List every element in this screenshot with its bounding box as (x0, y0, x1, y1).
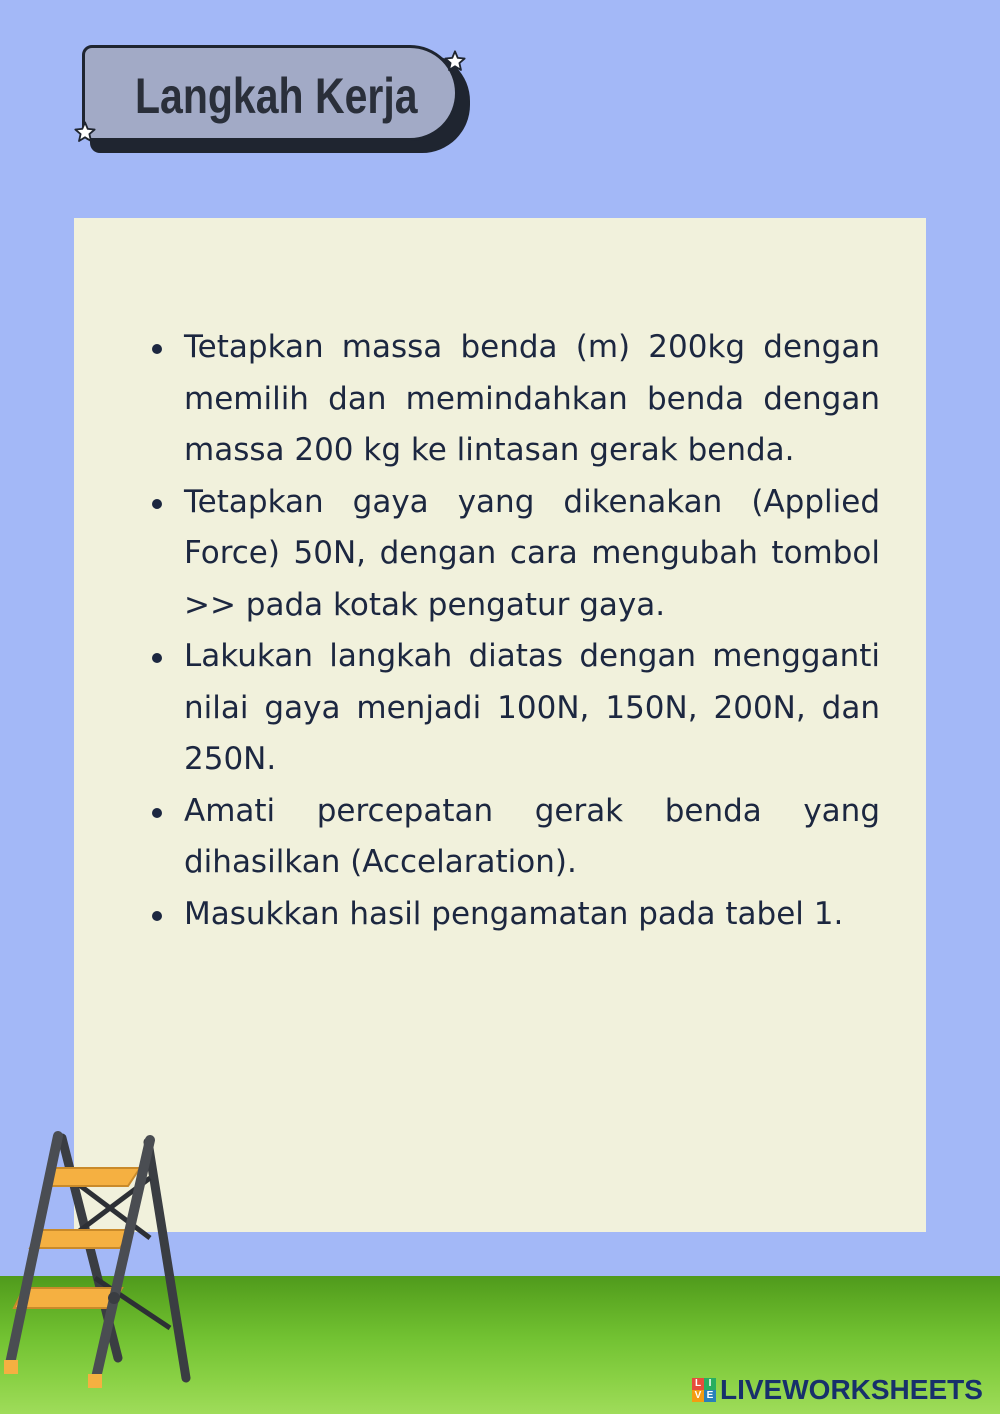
logo-letter: L (692, 1378, 704, 1390)
step-text: Tetapkan massa benda (m) 200kg dengan memilih dan memindahkan benda dengan massa 200 kg ke lintasan gerak benda. (184, 329, 880, 468)
step-text: Lakukan langkah diatas dengan mengganti nilai gaya menjadi 100N, 150N, 200N, dan 250N. (184, 638, 880, 777)
logo-letter: E (704, 1390, 716, 1402)
bullet-icon (152, 808, 162, 818)
bullet-icon (152, 911, 162, 921)
list-item (148, 477, 880, 632)
list-item (148, 786, 880, 889)
bullet-icon (152, 499, 162, 509)
bullet-icon (152, 344, 162, 354)
ladder-icon (0, 1128, 200, 1390)
logo-letter: I (704, 1378, 716, 1390)
step-text: Tetapkan gaya yang dikenakan (Applied Force) 50N, dengan cara mengubah tombol >> pada kotak pengatur gaya. (184, 483, 880, 623)
steps-list (148, 322, 880, 940)
list-item (148, 322, 880, 477)
section-header (82, 45, 474, 157)
step-text: Amati percepatan gerak benda yang dihasilkan (Accelaration). (184, 792, 880, 880)
step-text: Masukkan hasil pengamatan pada tabel 1. (184, 895, 844, 932)
liveworksheets-logo-icon (692, 1378, 716, 1402)
page-title: Langkah Kerja (135, 68, 418, 124)
star-icon (74, 121, 96, 143)
bullet-icon (152, 653, 162, 663)
list-item (148, 631, 880, 786)
liveworksheets-brand (692, 1372, 983, 1408)
star-icon (444, 50, 466, 72)
logo-letter: V (692, 1390, 704, 1402)
header-box (82, 45, 458, 141)
brand-name: LIVEWORKSHEETS (720, 1374, 983, 1405)
list-item (148, 889, 880, 941)
